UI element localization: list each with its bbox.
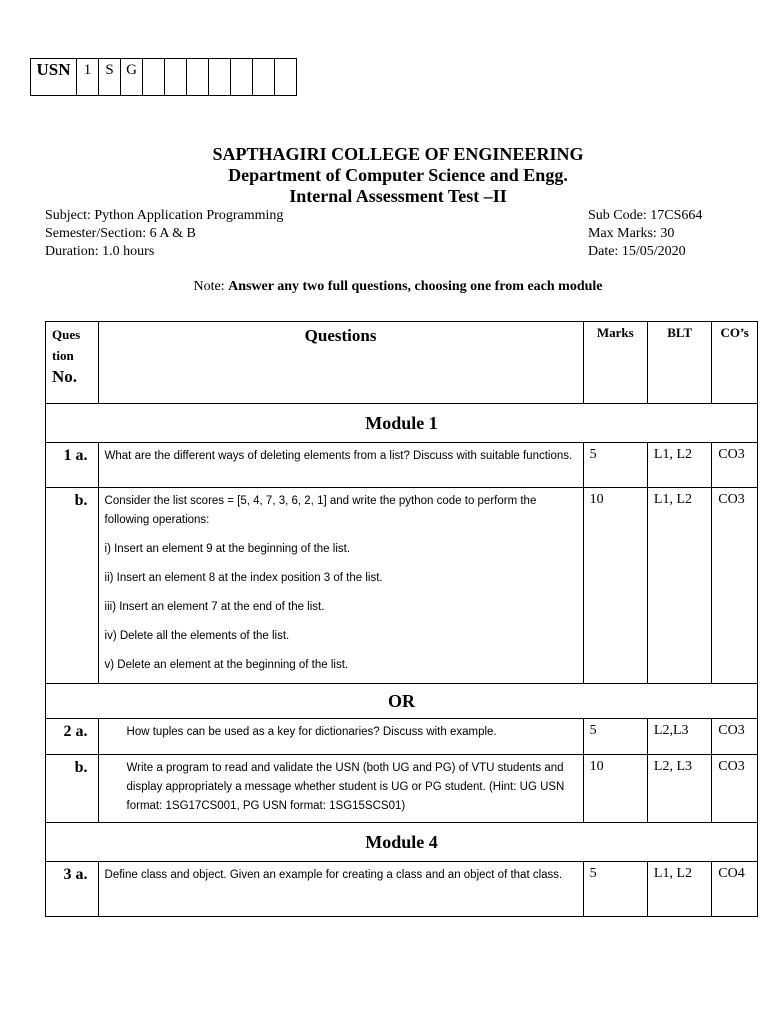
question-number: b. [46,755,99,823]
usn-cell: 1 [77,59,99,96]
college-name: SAPTHAGIRI COLLEGE OF ENGINEERING [212,144,584,164]
document-header [0,144,768,207]
note [0,279,768,295]
marks-value: 10 [583,755,647,823]
co-value: CO4 [712,862,758,917]
sub-question: i) Insert an element 9 at the beginning of the list. [104,543,351,555]
semester-line: Semester/Section: 6 A & B [45,226,196,241]
blt-value: L1, L2 [647,488,711,684]
meta-left [45,207,283,261]
table-row [46,443,758,488]
question-text [98,488,583,684]
header-no-text: No. [52,367,78,386]
header-marks: Marks [583,322,647,404]
header-blt: BLT [647,322,711,404]
blt-value: L1, L2 [647,862,711,917]
note-text: Answer any two full questions, choosing one from each module [228,279,603,294]
table-header-row [46,322,758,404]
co-value: CO3 [712,719,758,755]
usn-cell: S [99,59,121,96]
module-1-heading: Module 1 [46,404,758,443]
or-heading: OR [46,684,758,719]
question-text: Write a program to read and validate the USN (both UG and PG) of VTU students and display appropriately a message whether student is UG or PG student. (Hint: UG USN format: 1SG17CS001, PG USN format: 1SG15SCS01) [98,755,583,823]
question-number: 3 a. [46,862,99,917]
blt-value: L2,L3 [647,719,711,755]
usn-cell [209,59,231,96]
department-name: Department of Computer Science and Engg. [228,165,568,185]
question-number: 2 a. [46,719,99,755]
blt-value: L1, L2 [647,443,711,488]
usn-cell [253,59,275,96]
sub-question: v) Delete an element at the beginning of the list. [104,659,349,671]
marks-value: 5 [583,719,647,755]
header-question-no [46,322,99,404]
table-row [46,862,758,917]
question-text: Define class and object. Given an example for creating a class and an object of that class. [98,862,583,917]
meta-right [588,207,702,261]
marks-value: 10 [583,488,647,684]
co-value: CO3 [712,488,758,684]
table-row [46,719,758,755]
question-text: How tuples can be used as a key for dictionaries? Discuss with example. [98,719,583,755]
header-questions: Questions [98,322,583,404]
sub-question: ii) Insert an element 8 at the index position 3 of the list. [104,572,383,584]
module-row [46,404,758,443]
usn-cell [143,59,165,96]
usn-cell [231,59,253,96]
module-4-heading: Module 4 [46,823,758,862]
co-value: CO3 [712,443,758,488]
questions-table [45,321,758,917]
table-row [46,488,758,684]
usn-box [30,58,297,96]
question-intro: Consider the list scores = [5, 4, 7, 3, 6, 2, 1] and write the python code to perform the following operations: [104,495,537,526]
question-number: 1 a. [46,443,99,488]
usn-cell [275,59,297,96]
table-row [46,755,758,823]
or-row [46,684,758,719]
sub-code-line: Sub Code: 17CS664 [588,208,703,223]
usn-cell [165,59,187,96]
header-ques-text: Ques [52,327,81,342]
note-prefix: Note: [193,279,225,294]
test-title: Internal Assessment Test –II [289,186,507,206]
date-line: Date: 15/05/2020 [588,244,686,259]
question-text: What are the different ways of deleting elements from a list? Discuss with suitable functions. [98,443,583,488]
usn-label: USN [31,59,77,96]
marks-value: 5 [583,862,647,917]
subject-line: Subject: Python Application Programming [45,208,284,223]
max-marks-line: Max Marks: 30 [588,226,675,241]
sub-question: iv) Delete all the elements of the list. [104,630,290,642]
header-cos: CO’s [712,322,758,404]
marks-value: 5 [583,443,647,488]
module-row [46,823,758,862]
co-value: CO3 [712,755,758,823]
duration-line: Duration: 1.0 hours [45,244,155,259]
sub-question: iii) Insert an element 7 at the end of the list. [104,601,325,613]
usn-cell [187,59,209,96]
usn-cell: G [121,59,143,96]
question-number: b. [46,488,99,684]
header-tion-text: tion [52,348,74,363]
blt-value: L2, L3 [647,755,711,823]
